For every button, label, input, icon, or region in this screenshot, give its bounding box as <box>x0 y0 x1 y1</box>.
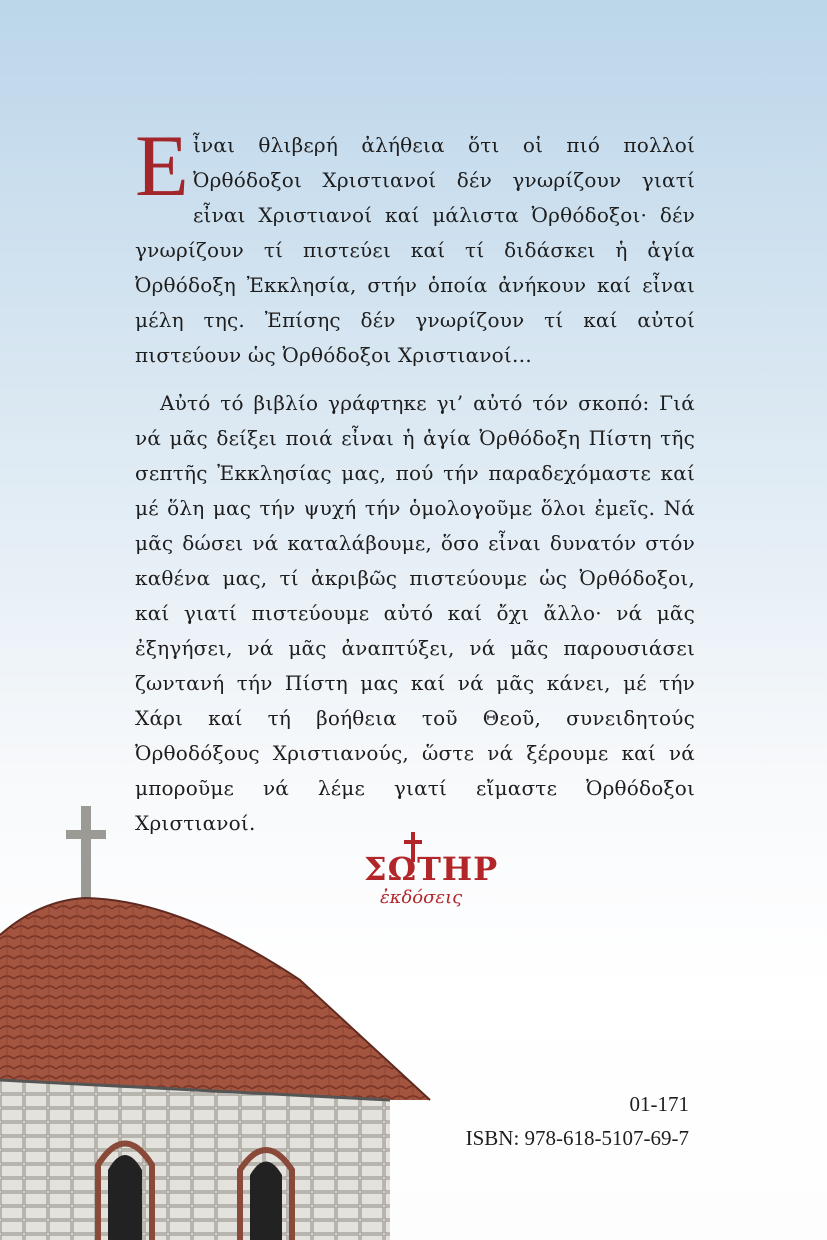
drop-cap: Ε <box>135 118 189 215</box>
back-cover-text <box>135 118 695 841</box>
logo-name: ΣΩΤΗΡ <box>364 850 499 888</box>
catalog-code: 01-171 <box>629 1092 689 1116</box>
paragraph-1-text: ἶναι θλιβερή ἀλήθεια ὅτι οἱ πιό πολλοί Ὀρθόδοξοι Χριστιανοί δέν γνωρίζουν γιατί εἶναι Χριστιανοί καί μάλιστα Ὀρθόδοξοι· δέν γνωρίζουν τί πιστεύει καί τί διδάσκει ἡ ἁγία Ὀρθόδοξη Ἐκκλησία, στήν ὁποία ἀνήκουν καί εἶναι μέλη της. Ἐπίσης δέν γνωρίζουν τί καί αὐτοί πιστεύουν ὡς Ὀρθόδοξοι Χριστιανοί… <box>135 133 695 367</box>
publisher-logo <box>360 832 499 914</box>
logo-subtitle: ἐκδόσεις <box>380 887 463 908</box>
paragraph-2: Αὐτό τό βιβλίο γράφτηκε γι’ αὐτό τόν σκοπό: Γιά νά μᾶς δείξει ποιά εἶναι ἡ ἁγία Ὀρθόδοξη Πίστη τῆς σεπτῆς Ἐκκλησίας μας, πού τήν παραδεχόμαστε καί μέ ὅλη μας τήν ψυχή τήν ὁμολογοῦμε ὅλοι ἐμεῖς. Νά μᾶς δώσει νά καταλάβουμε, ὅσο εἶναι δυνατόν στόν καθένα μας, τί ἀκριβῶς πιστεύουμε ὡς Ὀρθόδοξοι, καί γιατί πιστεύουμε αὐτό καί ὄχι ἄλλο· νά μᾶς ἐξηγήσει, νά μᾶς ἀναπτύξει, νά μᾶς παρουσιάσει ζωντανή τήν Πίστη μας καί νά μᾶς κάνει, μέ τήν Χάρι καί τή βοήθεια τοῦ Θεοῦ, συνειδητούς Ὀρθοδόξους Χριστιανούς, ὥστε νά ξέρουμε καί νά μποροῦμε νά λέμε γιατί εἴμαστε Ὀρθόδοξοι Χριστιανοί. <box>135 391 695 835</box>
isbn: ISBN: 978-618-5107-69-7 <box>465 1126 689 1150</box>
paragraph-1 <box>135 118 695 373</box>
dome-roof <box>0 898 430 1100</box>
cross-icon <box>66 806 106 902</box>
stone-wall <box>0 1080 390 1240</box>
